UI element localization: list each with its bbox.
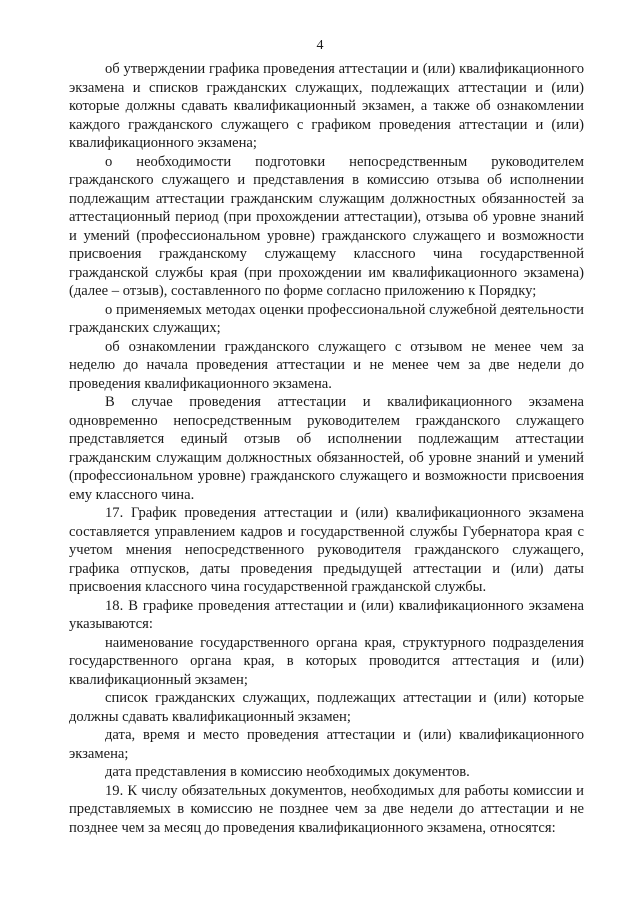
paragraph-joint-review: В случае проведения аттестации и квалификационного экзамена одновременно непосредственным руководителем гражданского служащего представляется единый отзыв об исполнении подлежащим аттестации гражданским служащим должностных обязанностей, об уровне знаний и умений (профессиональном уровне) гражданского служащего и возможности присвоения ему классного чина. [69, 394, 584, 503]
paragraph-18: 18. В графике проведения аттестации и (или) квалификационного экзамена указываются: [69, 597, 584, 632]
paragraph-review-familiarization: об ознакомлении гражданского служащего с отзывом не менее чем за неделю до начала проведения аттестации и не менее чем за две недели до проведения квалификационного экзамена. [69, 338, 584, 392]
paragraph-evaluation-methods: о применяемых методах оценки профессиональной служебной деятельности гражданских служащих; [69, 301, 584, 336]
paragraph-18-item-documents: дата представления в комиссию необходимых документов. [105, 764, 470, 780]
paragraph-18-item-date: дата, время и место проведения аттестации и (или) квалификационного экзамена; [69, 727, 584, 762]
document-body [69, 60, 584, 837]
paragraph-19: 19. К числу обязательных документов, необходимых для работы комиссии и представляемых в комиссию не позднее чем за две недели до аттестации и не позднее чем за месяц до проведения квалификационного экзамена, относятся: [69, 782, 584, 836]
paragraph-review-preparation: о необходимости подготовки непосредственным руководителем гражданского служащего и представления в комиссию отзыва об исполнении подлежащим аттестации гражданским служащим должностных обязанностей за аттестационный период (при прохождении аттестации), отзыва об уровне знаний и умений (профессиональном уровне) гражданского служащего и возможности присвоения гражданскому служащему классного чина государственной гражданской службы края (при прохождении им квалификационного экзамена) (далее – отзыв), составленного по форме согласно приложению к Порядку; [69, 153, 584, 299]
paragraph-18-item-list: список гражданских служащих, подлежащих аттестации и (или) которые должны сдавать квалификационный экзамен; [69, 690, 584, 725]
paragraph-graph-approval: об утверждении графика проведения аттестации и (или) квалификационного экзамена и списков гражданских служащих, подлежащих аттестации и (или) которые должны сдавать квалификационный экзамен, а также об ознакомлении каждого гражданского служащего с графиком проведения аттестации и (или) квалификационного экзамена; [69, 61, 584, 151]
page-number: 4 [316, 38, 324, 53]
paragraph-18-item-name: наименование государственного органа края, структурного подразделения государственного органа края, в которых проводится аттестация и (или) квалификационный экзамен; [69, 634, 584, 688]
paragraph-17: 17. График проведения аттестации и (или) квалификационного экзамена составляется управлением кадров и государственной службы Губернатора края с учетом мнения непосредственного руководителя гражданского служащего, графика отпусков, даты проведения предыдущей аттестации и (или) даты присвоения классного чина государственной гражданской службы. [69, 505, 584, 595]
